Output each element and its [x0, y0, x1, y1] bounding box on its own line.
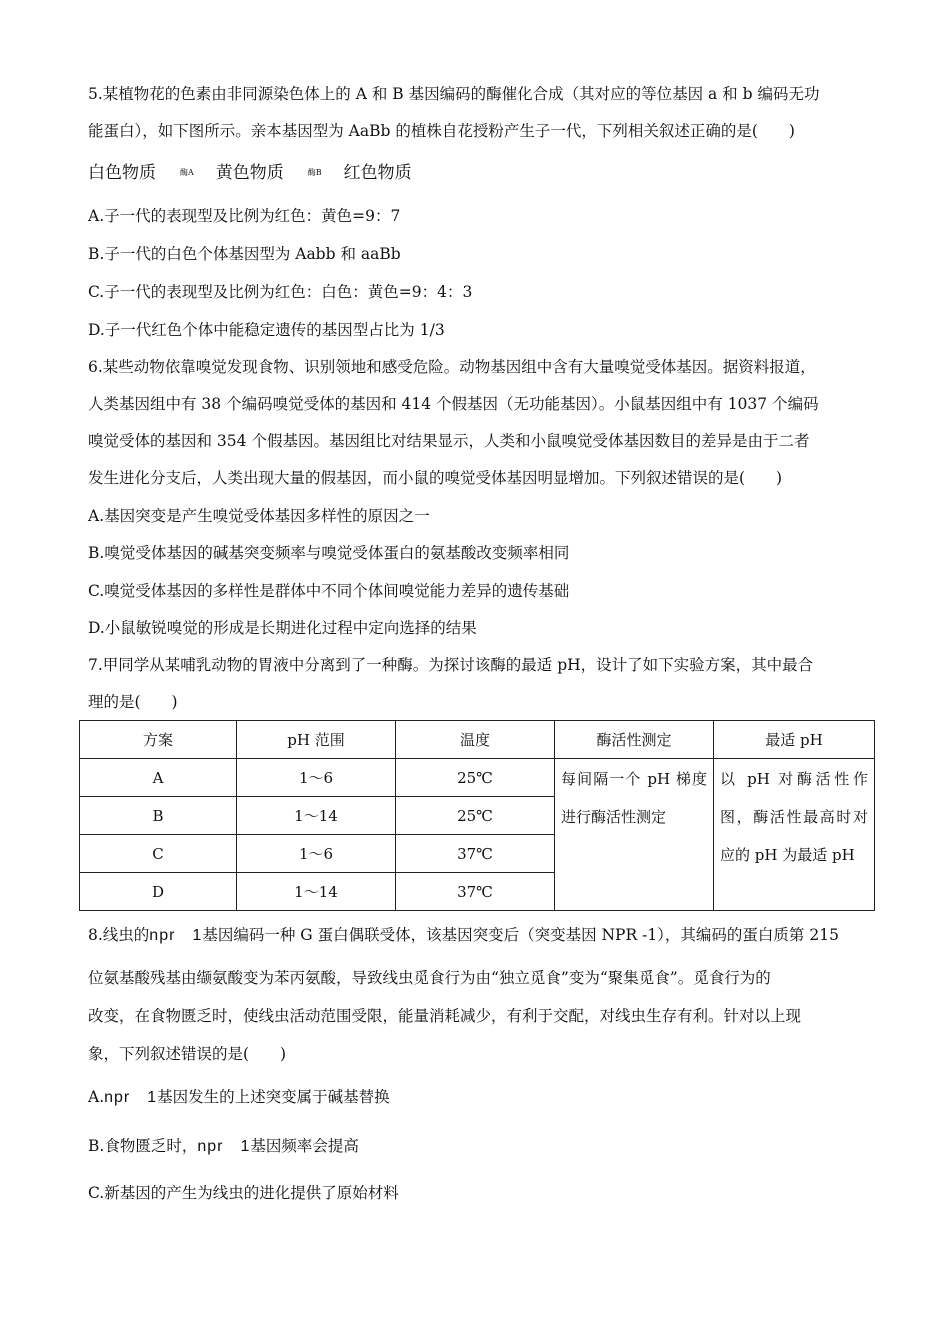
q8-option-a	[88, 1086, 878, 1109]
q5-option-d: D.子一代红色个体中能稳定遗传的基因型占比为 1/3	[88, 321, 445, 339]
header-plan: 方案	[80, 721, 237, 759]
q6-stem-line-1: 6.某些动物依靠嗅觉发现食物、识别领地和感受危险。动物基因组中含有大量嗅觉受体基因。据资料报道，	[88, 358, 816, 376]
q6-stem-line-4: 发生进化分支后，人类出现大量的假基因，而小鼠的嗅觉受体基因明显增加。下列叙述错误的是( )	[88, 469, 783, 487]
table-header-row	[80, 721, 875, 759]
q8-stem-line-4: 象，下列叙述错误的是( )	[88, 1045, 287, 1063]
q5-stem-line-2: 能蛋白），如下图所示。亲本基因型为 AaBb 的植株自花授粉产生子一代，下列相关叙述正确的是( )	[88, 122, 795, 140]
q8-option-a-prefix: A.	[88, 1088, 105, 1106]
cell-plan: C	[80, 835, 237, 873]
pigment-pathway	[88, 158, 436, 186]
q6-stem-line-2: 人类基因组中有 38 个编码嗅觉受体的基因和 414 个假基因（无功能基因）。小鼠基因组中有 1037 个编码	[88, 395, 819, 413]
q8-option-b-suffix: 基因频率会提高	[250, 1137, 359, 1155]
q6-option-d: D.小鼠敏锐嗅觉的形成是长期进化过程中定向选择的结果	[88, 619, 477, 637]
q5-option-a: A.子一代的表现型及比例为红色：黄色=9：7	[88, 207, 401, 225]
header-enzyme-activity: 酶活性测定	[555, 721, 714, 759]
cell-plan: D	[80, 873, 237, 911]
q8-gene-name: npr 1	[149, 927, 203, 944]
cell-ph-range: 1～14	[237, 873, 396, 911]
q8-option-c: C.新基因的产生为线虫的进化提供了原始材料	[88, 1184, 399, 1202]
cell-method: 每间隔一个 pH 梯度进行酶活性测定	[555, 759, 714, 911]
q7-stem-line-2: 理的是( )	[88, 693, 178, 711]
cell-temperature: 25℃	[396, 759, 555, 797]
q5-option-c: C.子一代的表现型及比例为红色：白色：黄色=9：4：3	[88, 283, 473, 301]
cell-temperature: 37℃	[396, 873, 555, 911]
q8-option-b-prefix: B.食物匮乏时，	[88, 1137, 198, 1155]
q8-option-b-gene: npr 1	[197, 1138, 251, 1155]
q6-option-b: B.嗅觉受体基因的碱基突变频率与嗅觉受体蛋白的氨基酸改变频率相同	[88, 544, 570, 562]
q7-stem-line-1: 7.甲同学从某哺乳动物的胃液中分离到了一种酶。为探讨该酶的最适 pH，设计了如下实验方案，其中最合	[88, 656, 814, 674]
cell-ph-range: 1～6	[237, 759, 396, 797]
q6-option-c: C.嗅觉受体基因的多样性是群体中不同个体间嗅觉能力差异的遗传基础	[88, 582, 570, 600]
q6-option-a: A.基因突变是产生嗅觉受体基因多样性的原因之一	[88, 507, 430, 525]
q8-option-a-suffix: 基因发生的上述突变属于碱基替换	[157, 1088, 390, 1106]
cell-ph-range: 1～6	[237, 835, 396, 873]
pathway-white-substance: 白色物质	[88, 163, 156, 183]
experiment-table	[79, 720, 875, 911]
q8-stem-line-1	[88, 924, 878, 947]
cell-temperature: 37℃	[396, 835, 555, 873]
q6-stem-line-3: 嗅觉受体的基因和 354 个假基因。基因组比对结果显示，人类和小鼠嗅觉受体基因数目的差异是由于二者	[88, 432, 810, 450]
q8-stem-prefix: 8.线虫的	[88, 926, 150, 944]
q8-option-a-gene: npr 1	[104, 1089, 158, 1106]
table-row	[80, 759, 875, 797]
q8-stem-line-2: 位氨基酸残基由缬氨酸变为苯丙氨酸，导致线虫觅食行为由“独立觅食”变为“聚集觅食”。觅食行为的	[88, 969, 771, 987]
cell-plan: B	[80, 797, 237, 835]
header-temperature: 温度	[396, 721, 555, 759]
q8-option-b	[88, 1135, 878, 1158]
q8-stem-line-3: 改变，在食物匮乏时，使线虫活动范围受限，能量消耗减少，有利于交配，对线虫生存有利。针对以上现	[88, 1007, 802, 1025]
cell-plan: A	[80, 759, 237, 797]
cell-ph-range: 1～14	[237, 797, 396, 835]
q5-option-b: B.子一代的白色个体基因型为 Aabb 和 aaBb	[88, 245, 401, 263]
pathway-enzyme-b: 酶B	[307, 168, 322, 177]
cell-optimum: 以 pH 对酶活性作图，酶活性最高时对应的 pH 为最适 pH	[714, 759, 875, 911]
pathway-red-substance: 红色物质	[343, 163, 412, 183]
pathway-yellow-substance: 黄色物质	[215, 163, 284, 183]
header-ph-range: pH 范围	[237, 721, 396, 759]
header-optimum-ph: 最适 pH	[714, 721, 875, 759]
cell-temperature: 25℃	[396, 797, 555, 835]
q5-stem-line-1: 5.某植物花的色素由非同源染色体上的 A 和 B 基因编码的酶催化合成（其对应的等位基因 a 和 b 编码无功	[88, 85, 820, 103]
q8-stem-suffix: 基因编码一种 G 蛋白偶联受体，该基因突变后（突变基因 NPR -1），其编码的蛋白质第 215	[202, 926, 839, 944]
pathway-enzyme-a: 酶A	[180, 168, 194, 177]
